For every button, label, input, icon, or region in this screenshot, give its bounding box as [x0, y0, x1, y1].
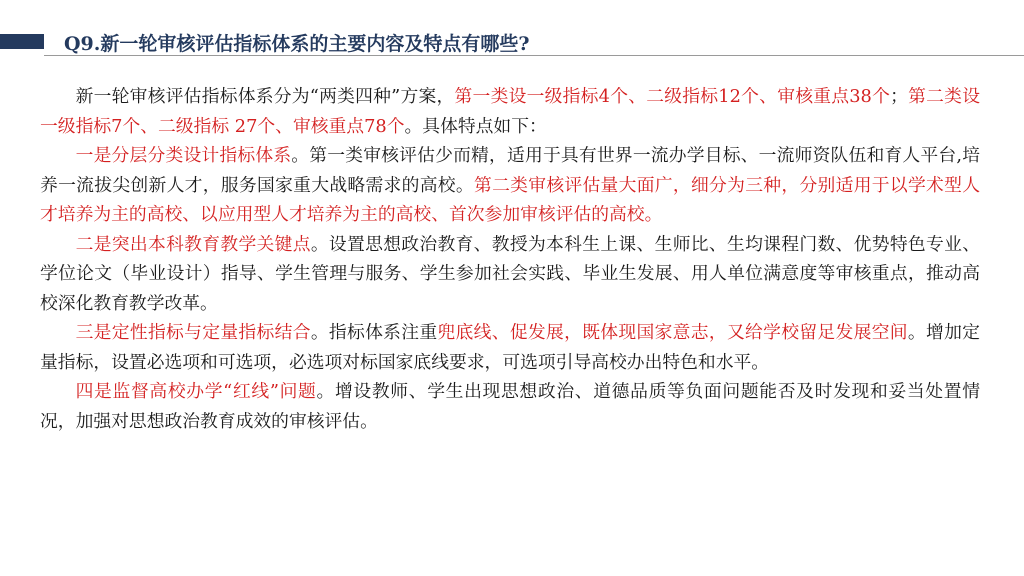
- text-segment-emphasis: 第一类设一级指标4个、二级指标12个、审核重点38个: [454, 86, 891, 107]
- text-segment: 。指标体系注重: [310, 322, 438, 343]
- body-text: [40, 82, 980, 436]
- text-segment: 。增加定量指标，设置必选项和可选项，必选项对标国家底线要求，可选项引导高校办出特色和水平。: [40, 322, 980, 373]
- text-segment: 。设置思想政治教育、教授为本科生上课、生师比、生均课程门数、优势特色专业、学位论文（毕业设计）指导、学生管理与服务、学生参加社会实践、毕业生发展、用人单位满意度等审核重点，推动高校深化教育教学改革。: [40, 233, 980, 314]
- text-segment-emphasis: 第二类设一级指标7个、二级指标 27个、审核重点78个: [40, 86, 980, 137]
- title-divider: [44, 55, 1024, 56]
- text-segment-emphasis: 第二类审核评估量大面广，细分为三种，分别适用于以学术型人才培养为主的高校、以应用型人才培养为主的高校、首次参加审核评估的高校。: [40, 174, 980, 225]
- text-segment-emphasis: 三是定性指标与定量指标结合: [75, 322, 311, 343]
- text-segment-emphasis: 四是监督高校办学“红线”问题: [75, 381, 317, 402]
- paragraph-intro: [40, 82, 980, 141]
- text-segment: 新一轮审核评估指标体系分为“两类四种”方案，: [75, 86, 455, 107]
- text-segment: 。第一类审核评估少而精，适用于具有世界一流办学目标、一流师资队伍和育人平台,培养一流拔尖创新人才，服务国家重大战略需求的高校。: [40, 145, 980, 196]
- text-segment: ；: [890, 86, 908, 107]
- paragraph-point-1: [40, 141, 980, 230]
- title-accent-bar: [0, 34, 44, 49]
- paragraph-point-3: [40, 318, 980, 377]
- text-segment-emphasis: 兜底线、促发展，既体现国家意志，又给学校留足发展空间: [437, 322, 908, 343]
- text-segment: 。增设教师、学生出现思想政治、道德品质等负面问题能否及时发现和妥当处置情况，加强对思想政治教育成效的审核评估。: [40, 381, 980, 432]
- text-segment-emphasis: 一是分层分类设计指标体系: [75, 145, 292, 166]
- text-segment-emphasis: 二是突出本科教育教学关键点: [75, 233, 311, 255]
- text-segment: 。具体特点如下：: [404, 115, 547, 137]
- paragraph-point-4: [40, 377, 980, 436]
- page-title: Q9.新一轮审核评估指标体系的主要内容及特点有哪些?: [64, 33, 530, 55]
- paragraph-point-2: [40, 230, 980, 319]
